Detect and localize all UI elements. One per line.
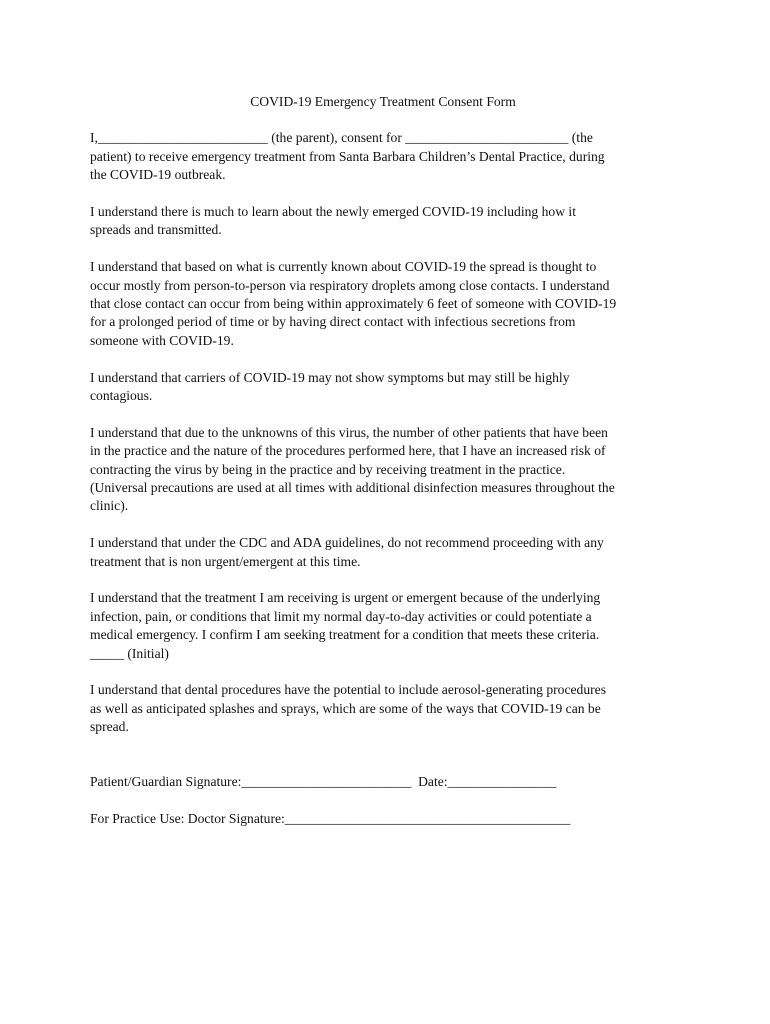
consent-paragraph: I,_________________________ (the parent), consent for ________________________ (the patient) to receive emergency treatment from Santa Barbara Children’s Dental Practice, during the COVID-19 outbreak. (90, 130, 605, 183)
urgent-treatment-paragraph: I understand that the treatment I am receiving is urgent or emergent because of the underlying infection, pain, or conditions that limit my normal day-to-day activities or could potentiate a medical emergency. I confirm I am seeking treatment for a condition that meets these criteria. _____ (Initial) (90, 590, 601, 661)
patient-guardian-signature-line[interactable]: Patient/Guardian Signature:_________________________ Date:________________ (90, 773, 557, 789)
risk-paragraph: I understand that due to the unknowns of this virus, the number of other patients that have been in the practice and the nature of the procedures performed here, that I have an increased risk of contracting the virus by being in the practice and by receiving treatment in the practice. (Universal precautions are used at all times with additional disinfection measures throughout the clinic). (90, 424, 615, 514)
aerosol-paragraph: I understand that dental procedures have the potential to include aerosol-generating procedures as well as anticipated splashes and sprays, which are some of the ways that COVID-19 can be spread. (90, 682, 606, 735)
guidelines-paragraph: I understand that under the CDC and ADA guidelines, do not recommend proceeding with any treatment that is non urgent/emergent at this time. (90, 535, 604, 569)
document-page (90, 93, 690, 846)
doctor-signature-line[interactable]: For Practice Use: Doctor Signature:__________________________________________ (90, 810, 571, 826)
spread-paragraph: I understand that based on what is currently known about COVID-19 the spread is thought to occur mostly from person-to-person via respiratory droplets among close contacts. I understand that close contact can occur from being within approximately 6 feet of someone with COVID-19 for a prolonged period of time or by having direct contact with infectious secretions from someone with COVID-19. (90, 259, 617, 348)
signature-block (90, 773, 690, 828)
document-title: COVID-19 Emergency Treatment Consent Form (250, 94, 516, 109)
learning-paragraph: I understand there is much to learn about the newly emerged COVID-19 including how it spreads and transmitted. (90, 204, 576, 238)
carriers-paragraph: I understand that carriers of COVID-19 may not show symptoms but may still be highly contagious. (90, 369, 570, 404)
